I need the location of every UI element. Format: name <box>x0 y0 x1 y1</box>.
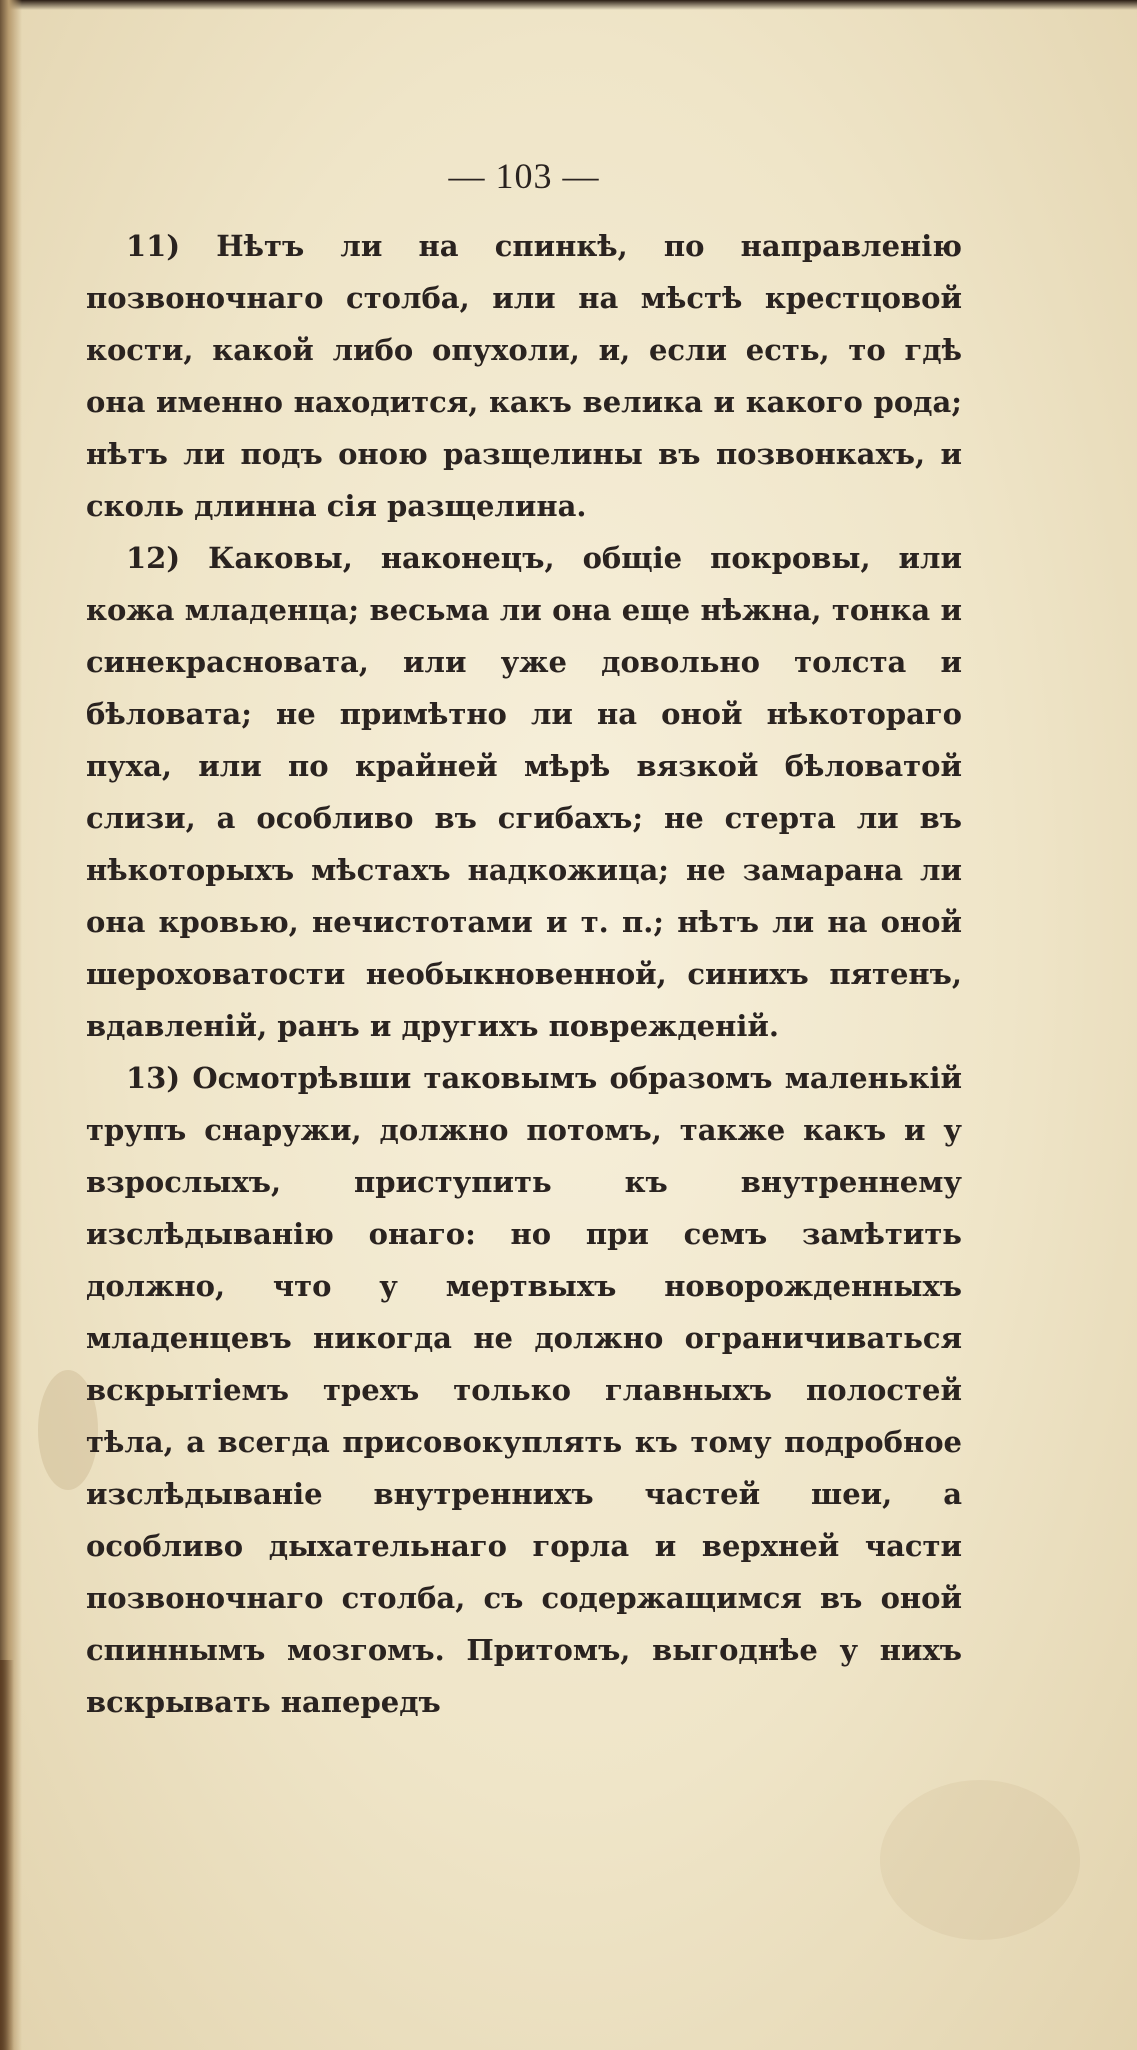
paper-stain <box>880 1780 1080 1940</box>
paragraph-13: 13) Осмотрѣвши таковымъ образомъ маленькій трупъ снаружи, должно потомъ, также какъ и у взрослыхъ, приступить къ внутреннему изслѣдыванію онаго: но при семъ замѣтить должно, что у мертвыхъ новорожденныхъ младенцевъ никогда не должно ограничиваться вскрытіемъ трехъ только главныхъ полостей тѣла, а всегда присовокуплять къ тому подробное изслѣдываніе внутреннихъ частей шеи, а особливо дыхательнаго горла и верхней части позвоночнаго столба, съ содержащимся въ оной спиннымъ мозгомъ. Притомъ, выгоднѣе у нихъ вскрывать напередъ <box>86 1061 962 1719</box>
paragraph-11: 11) Нѣтъ ли на спинкѣ, по направленію позвоночнаго столба, или на мѣстѣ крестцовой кости, какой либо опухоли, и, если есть, то гдѣ она именно находится, какъ велика и какого рода; нѣтъ ли подъ оною разщелины въ позвонкахъ, и сколь длинна сія разщелина. <box>86 229 962 523</box>
page-binding-shadow <box>0 1660 14 2050</box>
page-top-edge <box>0 0 1137 10</box>
page-text-block <box>86 150 962 1728</box>
page-number: — 103 — <box>448 156 600 196</box>
paragraph-12: 12) Каковы, наконецъ, общіе покровы, или кожа младенца; весьма ли она еще нѣжна, тонка и синекрасновата, или уже довольно толста и бѣловата; не примѣтно ли на оной нѣкотораго пуха, или по крайней мѣрѣ вязкой бѣловатой слизи, а особливо въ сгибахъ; не стерта ли въ нѣкоторыхъ мѣстахъ надкожица; не замарана ли она кровью, нечистотами и т. п.; нѣтъ ли на оной шероховатости необыкновенной, синихъ пятенъ, вдавленій, ранъ и другихъ поврежденій. <box>86 541 962 1043</box>
